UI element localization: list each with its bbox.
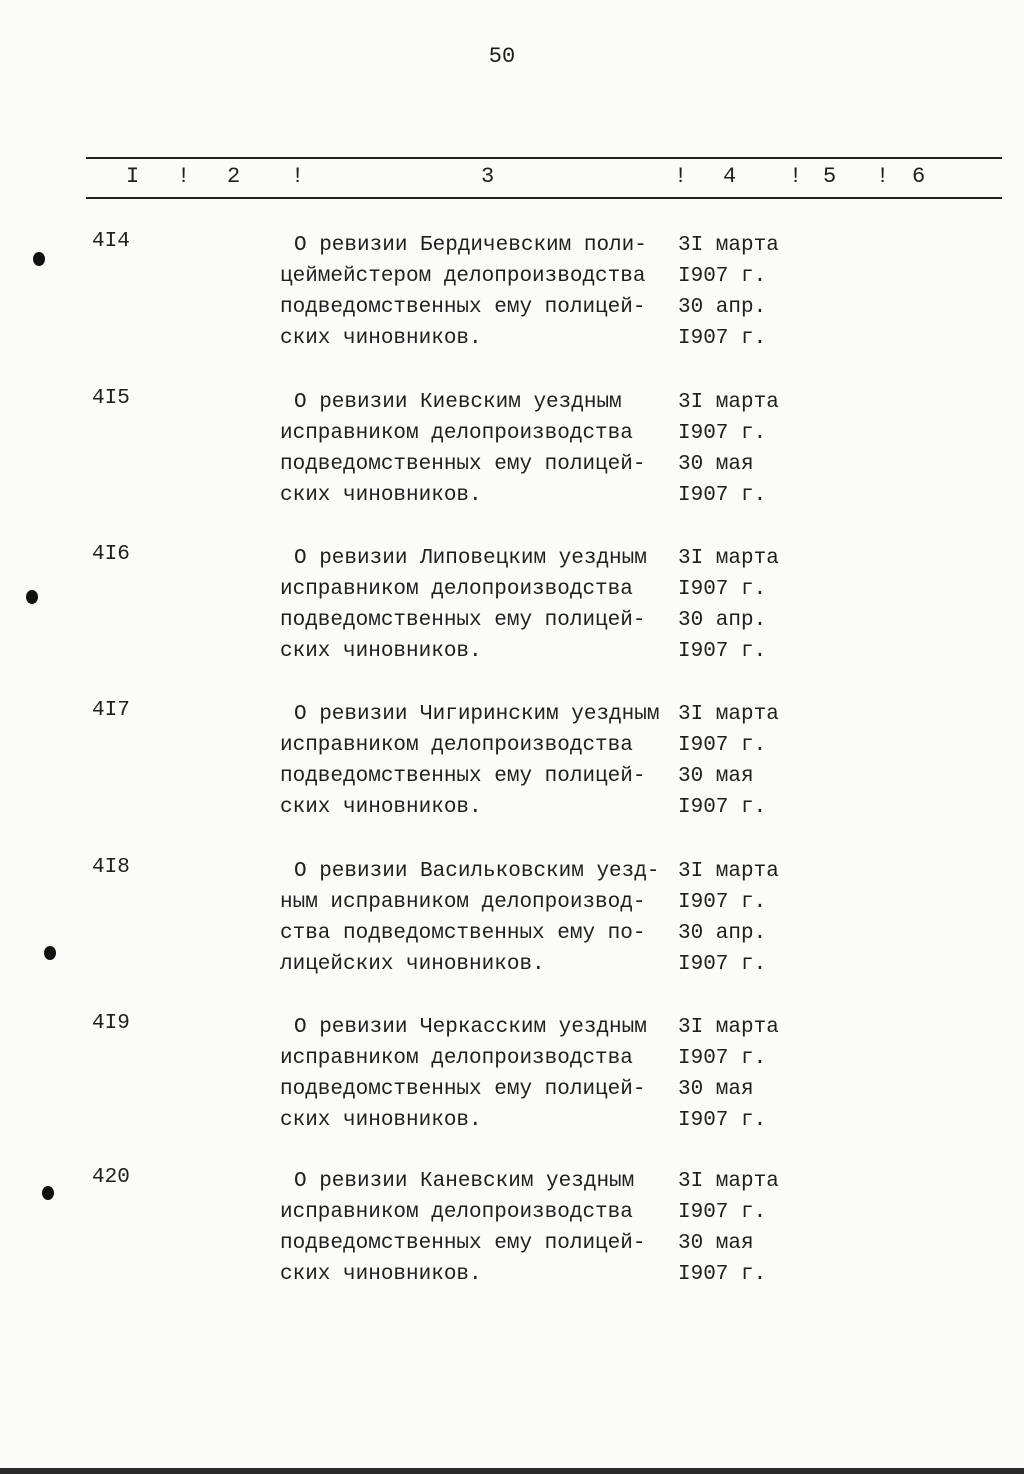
binding-hole <box>33 252 45 266</box>
record-title-line: О ревизии Киевским уездным <box>294 391 622 414</box>
record-title <box>280 230 680 354</box>
record-title-line: О ревизии Черкасским уездным <box>294 1016 647 1039</box>
record-date-line: I907 г. <box>678 796 767 819</box>
record-title-line: подведомственных ему полицей- <box>280 1232 646 1255</box>
record-title-line: ства подведомственных ему по- <box>280 922 646 945</box>
record-number: 4I4 <box>92 230 130 253</box>
table-top-rule <box>86 157 1002 159</box>
record-title-line: ских чиновников. <box>280 796 482 819</box>
record-entry <box>0 1012 1024 1142</box>
record-title-line: подведомственных ему полицей- <box>280 296 646 319</box>
record-title-line: исправником делопроизводства <box>280 1047 633 1070</box>
record-title <box>280 1166 680 1290</box>
record-title <box>280 1012 680 1136</box>
record-date-line: 3I марта <box>678 547 779 570</box>
record-date-line: 3I марта <box>678 860 779 883</box>
column-header-mark: ! <box>789 164 803 189</box>
column-header-mark: 3 <box>481 164 495 189</box>
record-title-line: подведомственных ему полицей- <box>280 1078 646 1101</box>
column-header-mark: 2 <box>227 164 241 189</box>
table-header-rule <box>86 197 1002 199</box>
record-number: 4I6 <box>92 543 130 566</box>
record-date-line: I907 г. <box>678 1201 767 1224</box>
record-title-line: исправником делопроизводства <box>280 422 633 445</box>
record-title-line: ских чиновников. <box>280 484 482 507</box>
record-title-line: О ревизии Чигиринским уездным <box>294 703 660 726</box>
record-dates <box>678 699 818 823</box>
record-title-line: ских чиновников. <box>280 1263 482 1286</box>
record-date-line: I907 г. <box>678 484 767 507</box>
record-date-line: 30 мая <box>678 1078 754 1101</box>
record-title-line: О ревизии Липовецким уездным <box>294 547 647 570</box>
record-entry <box>0 230 1024 360</box>
column-header-mark: ! <box>291 164 305 189</box>
record-date-line: 30 мая <box>678 1232 754 1255</box>
column-header-mark: 5 <box>823 164 837 189</box>
record-title-line: О ревизии Васильковским уезд- <box>294 860 660 883</box>
binding-hole <box>44 946 56 960</box>
record-dates <box>678 387 818 511</box>
column-header-mark: ! <box>177 164 191 189</box>
record-date-line: 3I марта <box>678 234 779 257</box>
record-date-line: 3I марта <box>678 1170 779 1193</box>
record-title-line: подведомственных ему полицей- <box>280 765 646 788</box>
record-number: 4I9 <box>92 1012 130 1035</box>
record-date-line: I907 г. <box>678 734 767 757</box>
record-date-line: 3I марта <box>678 391 779 414</box>
record-date-line: 3I марта <box>678 703 779 726</box>
binding-hole <box>42 1186 54 1200</box>
record-entry <box>0 856 1024 986</box>
record-entry <box>0 543 1024 673</box>
record-dates <box>678 1012 818 1136</box>
record-dates <box>678 856 818 980</box>
record-title-line: ских чиновников. <box>280 640 482 663</box>
record-entry <box>0 1166 1024 1296</box>
record-date-line: I907 г. <box>678 891 767 914</box>
record-dates <box>678 230 818 354</box>
column-header-mark: ! <box>876 164 890 189</box>
record-dates <box>678 543 818 667</box>
record-title-line: О ревизии Каневским уездным <box>294 1170 635 1193</box>
record-title-line: лицейских чиновников. <box>280 953 545 976</box>
column-header-mark: 4 <box>723 164 737 189</box>
record-date-line: I907 г. <box>678 578 767 601</box>
record-date-line: 3I марта <box>678 1016 779 1039</box>
page-number: 50 <box>488 44 516 69</box>
record-title <box>280 699 680 823</box>
record-date-line: I907 г. <box>678 422 767 445</box>
record-title <box>280 387 680 511</box>
record-date-line: 30 мая <box>678 453 754 476</box>
record-title <box>280 543 680 667</box>
record-title-line: О ревизии Бердичевским поли- <box>294 234 647 257</box>
record-date-line: I907 г. <box>678 1263 767 1286</box>
record-date-line: I907 г. <box>678 953 767 976</box>
record-title-line: исправником делопроизводства <box>280 1201 633 1224</box>
record-entry <box>0 387 1024 517</box>
record-date-line: 30 апр. <box>678 922 767 945</box>
record-date-line: I907 г. <box>678 1109 767 1132</box>
record-number: 4I5 <box>92 387 130 410</box>
record-entry <box>0 699 1024 829</box>
record-title-line: подведомственных ему полицей- <box>280 609 646 632</box>
record-title-line: исправником делопроизводства <box>280 734 633 757</box>
record-dates <box>678 1166 818 1290</box>
column-header-mark: 6 <box>912 164 926 189</box>
record-date-line: 30 апр. <box>678 296 767 319</box>
record-number: 420 <box>92 1166 130 1189</box>
record-date-line: 30 мая <box>678 765 754 788</box>
record-title <box>280 856 680 980</box>
binding-hole <box>26 590 38 604</box>
column-header-mark: I <box>126 164 140 189</box>
record-date-line: I907 г. <box>678 1047 767 1070</box>
record-title-line: ным исправником делопроизвод- <box>280 891 646 914</box>
record-number: 4I8 <box>92 856 130 879</box>
record-date-line: I907 г. <box>678 265 767 288</box>
record-title-line: ских чиновников. <box>280 1109 482 1132</box>
record-date-line: 30 апр. <box>678 609 767 632</box>
record-date-line: I907 г. <box>678 327 767 350</box>
record-title-line: исправником делопроизводства <box>280 578 633 601</box>
page-bottom-edge <box>0 1468 1024 1474</box>
record-date-line: I907 г. <box>678 640 767 663</box>
record-title-line: ских чиновников. <box>280 327 482 350</box>
record-title-line: подведомственных ему полицей- <box>280 453 646 476</box>
record-title-line: цеймейстером делопроизводства <box>280 265 646 288</box>
record-number: 4I7 <box>92 699 130 722</box>
column-header-mark: ! <box>674 164 688 189</box>
